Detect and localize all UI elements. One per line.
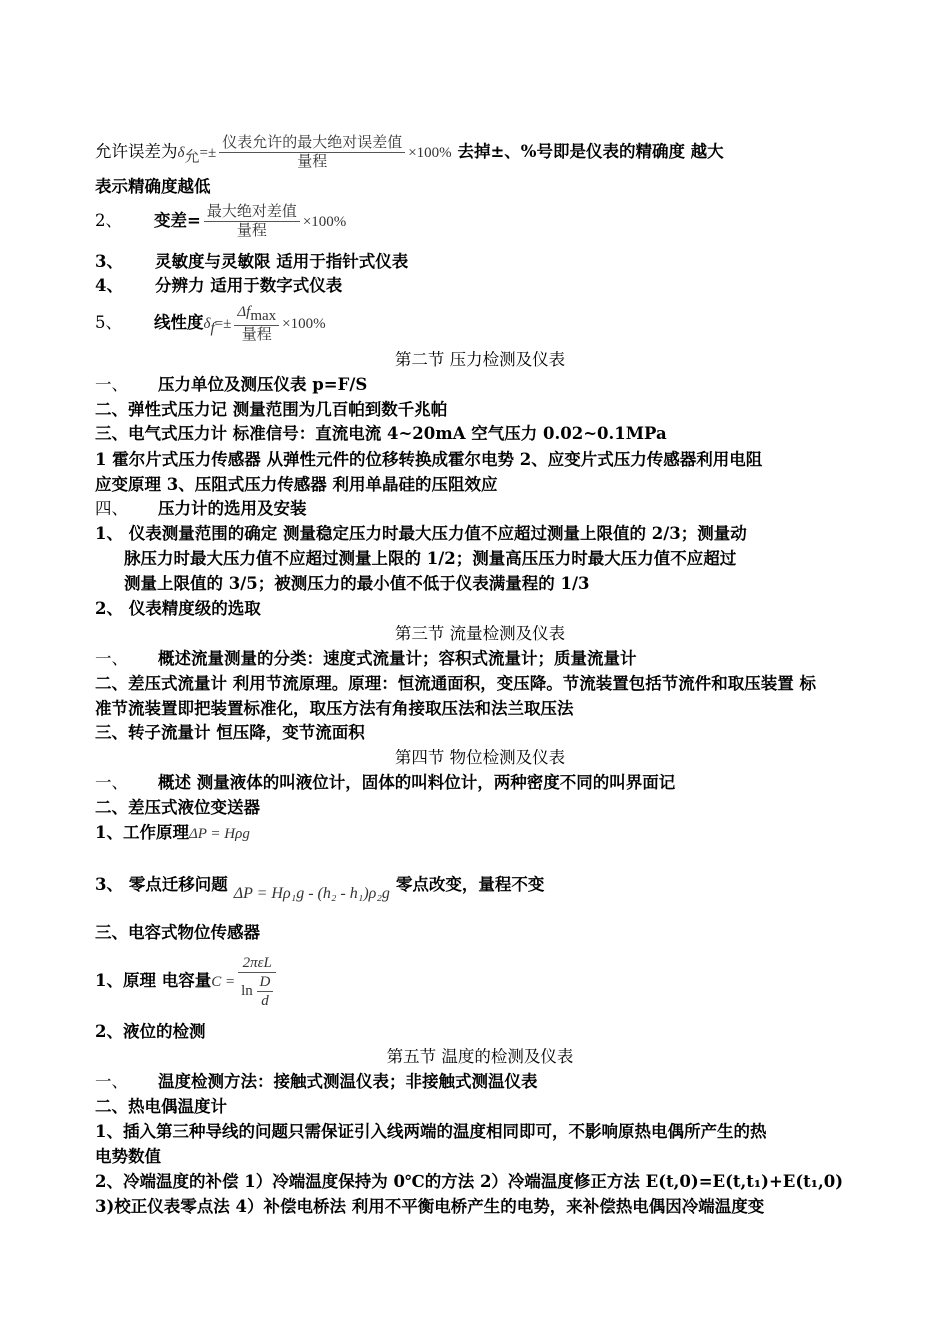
fraction-denominator: 量程 xyxy=(297,154,328,170)
third-wire-line: 1、插入第三种导线的问题只需保证引入线两端的温度相同即可，不影响原热电偶所产生的热 xyxy=(95,1122,767,1141)
allowable-error-label: 允许误差为 xyxy=(95,142,178,161)
delta-subscript: f xyxy=(210,320,215,337)
item-number: 4、 xyxy=(95,276,123,295)
d-ratio-fraction xyxy=(257,973,274,1010)
dp-level-line: 二、差压式液位变送器 xyxy=(95,798,260,817)
hall-sensor-line: 1 霍尔片式压力传感器 从弹性元件的位移转换成霍尔电势 2、应变片式压力传感器利用电阻 xyxy=(95,450,763,469)
item-number: 5、 xyxy=(95,313,122,332)
level-overview-line xyxy=(95,771,865,795)
list-marker: 一、 xyxy=(95,1072,128,1091)
selection-install-line xyxy=(95,497,865,521)
piezo-sensor-line: 应变原理 3、压阻式压力传感器 利用单晶硅的压阻效应 xyxy=(95,475,498,494)
temp-methods-text: 温度检测方法：接触式测温仪表；非接触式测温仪表 xyxy=(158,1072,538,1091)
section-title-temperature: 第五节 温度的检测及仪表 xyxy=(386,1047,574,1066)
accuracy-note: 去掉±、%号即是仪表的精确度 越大 xyxy=(457,142,724,161)
linearity-line xyxy=(95,303,865,348)
list-marker: 四、 xyxy=(95,499,128,518)
variation-label: 变差= xyxy=(154,211,201,230)
sensitivity-line xyxy=(95,250,865,274)
resolution-line xyxy=(95,274,865,298)
fraction-numerator: Δf xyxy=(237,304,251,320)
capacitance-fraction xyxy=(238,954,276,1010)
ratio-denominator: d xyxy=(261,992,269,1009)
section-title-flow: 第三节 流量检测及仪表 xyxy=(394,624,566,643)
list-marker: 一、 xyxy=(95,375,128,394)
ratio-numerator: D xyxy=(257,973,274,992)
allowable-error-fraction xyxy=(219,134,405,171)
delta-subscript: 允 xyxy=(184,149,200,166)
section-title-level: 第四节 物位检测及仪表 xyxy=(394,748,566,767)
level-overview-text: 概述 测量液体的叫液位计，固体的叫料位计，两种密度不同的叫界面记 xyxy=(158,773,676,792)
third-wire-cont: 电势数值 xyxy=(95,1147,161,1166)
sensitivity-text: 灵敏度与灵敏限 适用于指针式仪表 xyxy=(154,252,409,271)
zero-shift-label: 3、 零点迁移问题 xyxy=(95,875,228,894)
accuracy-class-line: 2、 仪表精度级的选取 xyxy=(95,599,261,618)
electric-gauge-line: 三、电气式压力计 标准信号：直流电流 4~20mA 空气压力 0.02~0.1MPa xyxy=(95,424,667,443)
elastic-gauge-line: 二、弹性式压力记 测量范围为几百帕到数千兆帕 xyxy=(95,400,448,419)
accuracy-note-cont: 表示精确度越低 xyxy=(95,177,211,196)
list-marker: 一、 xyxy=(95,773,128,792)
item-number: 3、 xyxy=(95,252,123,271)
resolution-text: 分辨力 适用于数字式仪表 xyxy=(154,276,343,295)
ln-symbol: ln xyxy=(241,982,253,999)
fraction-numerator: 仪表允许的最大绝对误差值 xyxy=(219,134,405,153)
cold-junction-line: 2、冷端温度的补偿 1）冷端温度保持为 0℃的方法 2）冷端温度修正方法 E(t,0)=E(t,t₁)+E(t₁,0) xyxy=(95,1172,844,1191)
temp-methods-line xyxy=(95,1070,865,1094)
pressure-units-text: 压力单位及测压仪表 p=F/S xyxy=(158,375,368,394)
fraction-denominator: 量程 xyxy=(236,223,267,239)
cold-junction-cont: 3)校正仪表零点法 4）补偿电桥法 利用不平衡电桥产生的电势，来补偿热电偶因冷端温度变 xyxy=(95,1197,765,1216)
range-rule-line-1: 1、 仪表测量范围的确定 测量稳定压力时最大压力值不应超过测量上限值的 2/3；测量动 xyxy=(95,524,747,543)
percent-factor: ×100% xyxy=(302,214,347,230)
thermocouple-line: 二、热电偶温度计 xyxy=(95,1097,227,1116)
capacitance-line xyxy=(95,948,865,1015)
numerator-subscript: max xyxy=(250,308,277,324)
capacitance-lhs: C = xyxy=(211,974,236,990)
capacitive-sensor-line: 三、电容式物位传感器 xyxy=(95,923,260,942)
zero-shift-note: 零点改变，量程不变 xyxy=(395,875,545,894)
selection-install-text: 压力计的选用及安装 xyxy=(158,499,307,518)
equals-pm: =± xyxy=(214,316,232,332)
capacitance-label: 1、原理 电容量 xyxy=(95,971,212,990)
allowable-error-line xyxy=(95,134,865,172)
linearity-fraction xyxy=(234,303,279,344)
zero-shift-formula: ΔP = Hρ₁g - (h₂ - h₁)ρ₂g xyxy=(233,885,390,902)
level-detection-line: 2、液位的检测 xyxy=(95,1022,206,1041)
dp-flowmeter-line: 二、差压式流量计 利用节流原理。原理：恒流通面积，变压降。节流装置包括节流件和取压装置 标 xyxy=(95,674,816,693)
range-rule-line-2: 脉压力时最大压力值不应超过测量上限的 1/2；测量高压压力时最大压力值不应超过 xyxy=(124,549,737,568)
zero-shift-line xyxy=(95,870,865,909)
delta-symbol: δ xyxy=(203,316,211,332)
percent-factor: ×100% xyxy=(282,316,326,332)
working-principle-line xyxy=(95,821,865,846)
variation-line xyxy=(95,202,865,241)
working-principle-formula: ΔP = Hρg xyxy=(188,826,250,842)
fraction-denominator: 量程 xyxy=(241,327,272,343)
rotameter-line: 三、转子流量计 恒压降，变节流面积 xyxy=(95,723,365,742)
percent-factor: ×100% xyxy=(408,145,452,161)
section-title-pressure: 第二节 压力检测及仪表 xyxy=(394,350,566,369)
fraction-numerator: 最大绝对差值 xyxy=(204,203,300,222)
linearity-label: 线性度 xyxy=(154,313,204,332)
delta-symbol: δ xyxy=(177,145,185,161)
variation-fraction xyxy=(204,203,300,240)
working-principle-label: 1、工作原理 xyxy=(95,823,189,842)
fraction-numerator: 2πεL xyxy=(238,954,276,973)
pressure-units-line xyxy=(95,373,865,397)
item-number: 2、 xyxy=(95,211,122,230)
flow-overview-line xyxy=(95,647,865,671)
flow-overview-text: 概述流量测量的分类：速度式流量计；容积式流量计；质量流量计 xyxy=(158,649,637,668)
equals-pm: =± xyxy=(199,145,217,161)
list-marker: 一、 xyxy=(95,649,128,668)
dp-flowmeter-cont: 准节流装置即把装置标准化，取压方法有角接取压法和法兰取压法 xyxy=(95,699,574,718)
range-rule-line-3: 测量上限值的 3/5；被测压力的最小值不低于仪表满量程的 1/3 xyxy=(124,574,590,593)
